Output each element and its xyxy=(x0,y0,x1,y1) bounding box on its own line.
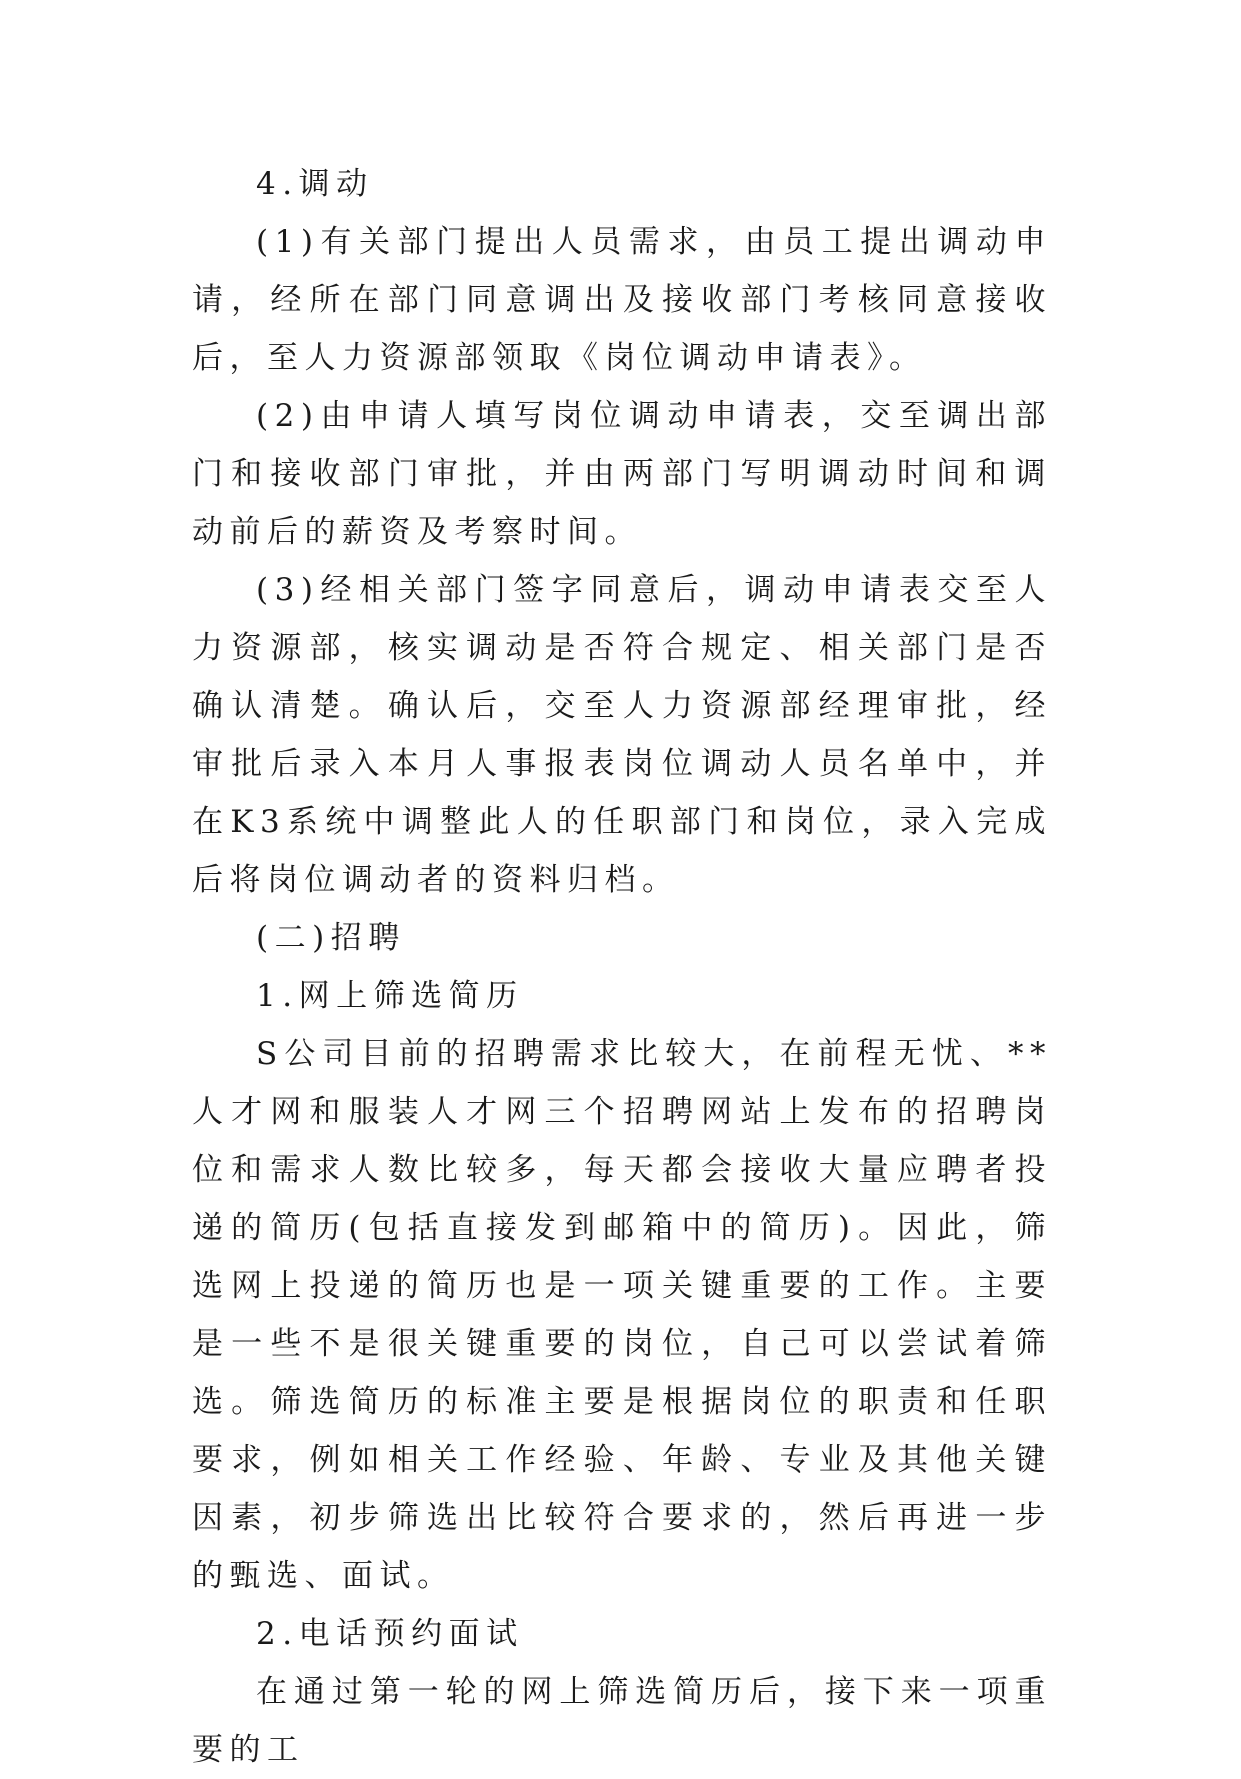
document-page xyxy=(192,155,1052,1779)
paragraph-phone-interview: 在通过第一轮的网上筛选简历后，接下来一项重要的工 xyxy=(192,1674,1052,1768)
subheading-online-resume-screening: 1.网上筛选简历 xyxy=(256,978,524,1014)
paragraph-transfer-step-1: (1)有关部门提出人员需求，由员工提出调动申请，经所在部门同意调出及接收部门考核同意接收后，至人力资源部领取《岗位调动申请表》。 xyxy=(192,224,1052,376)
paragraph-transfer-step-2: (2)由申请人填写岗位调动申请表，交至调出部门和接收部门审批，并由两部门写明调动时间和调动前后的薪资及考察时间。 xyxy=(192,398,1052,550)
subheading-phone-interview: 2.电话预约面试 xyxy=(256,1616,524,1652)
section-heading-transfer: 4.调动 xyxy=(256,166,374,202)
paragraph-transfer-step-3: (3)经相关部门签字同意后，调动申请表交至人力资源部，核实调动是否符合规定、相关部门是否确认清楚。确认后，交至人力资源部经理审批，经审批后录入本月人事报表岗位调动人员名单中，并在K3系统中调整此人的任职部门和岗位，录入完成后将岗位调动者的资料归档。 xyxy=(192,572,1052,898)
section-heading-recruitment: (二)招聘 xyxy=(256,920,406,956)
paragraph-resume-screening: S公司目前的招聘需求比较大，在前程无忧、**人才网和服装人才网三个招聘网站上发布的招聘岗位和需求人数比较多，每天都会接收大量应聘者投递的简历(包括直接发到邮箱中的简历)。因此，筛选网上投递的简历也是一项关键重要的工作。主要是一些不是很关键重要的岗位，自己可以尝试着筛选。筛选简历的标准主要是根据岗位的职责和任职要求，例如相关工作经验、年龄、专业及其他关键因素，初步筛选出比较符合要求的，然后再进一步的甄选、面试。 xyxy=(192,1036,1052,1594)
